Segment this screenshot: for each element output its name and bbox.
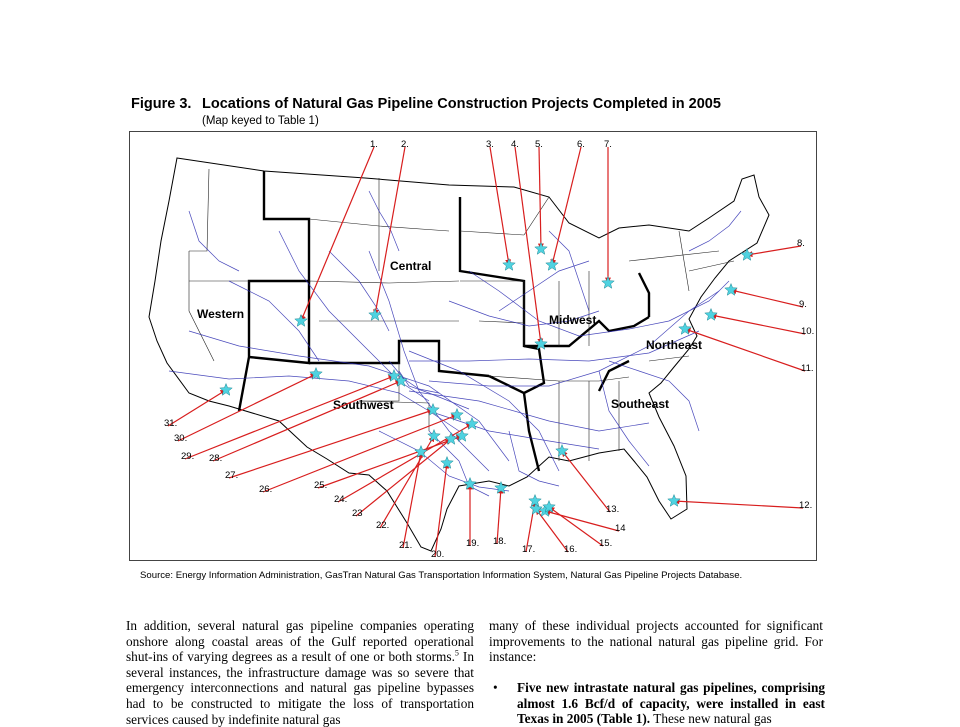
marker-label-13: 13. (606, 504, 620, 515)
marker-label-22: 22. (376, 520, 390, 531)
marker-label-6: 6. (577, 139, 585, 150)
marker-label-16: 16. (564, 544, 578, 555)
marker-arrow-10 (711, 315, 805, 334)
marker-label-15: 15. (599, 538, 613, 549)
marker-arrow-9 (731, 290, 803, 307)
marker-label-9: 9. (799, 299, 807, 310)
body-column-right (489, 618, 823, 665)
marker-label-27: 27. (225, 470, 239, 481)
marker-label-30: 30. (174, 433, 188, 444)
figure-title: Locations of Natural Gas Pipeline Construction Projects Completed in 2005 (202, 96, 721, 112)
figure-subtitle: (Map keyed to Table 1) (202, 115, 319, 127)
footnote-ref[interactable]: 5 (454, 648, 459, 658)
body-column-left (126, 618, 474, 727)
marker-label-2: 2. (401, 139, 409, 150)
figure-label: Figure 3. (131, 96, 192, 112)
marker-arrow-13 (562, 451, 610, 512)
marker-label-29: 29. (181, 451, 195, 462)
region-label-northeast: Northeast (646, 338, 703, 352)
marker-label-25: 25. (314, 480, 328, 491)
bullet-dot: • (493, 680, 498, 695)
marker-arrow-12 (674, 501, 803, 508)
us-pipeline-map (129, 131, 817, 561)
marker-label-10: 10. (801, 326, 815, 337)
marker-label-5: 5. (535, 139, 543, 150)
marker-label-24: 24. (334, 494, 348, 505)
region-label-southeast: Southeast (611, 397, 670, 411)
marker-label-20: 20. (431, 549, 445, 560)
paragraph-left-text: In addition, several natural gas pipeline companies operating onshore along coastal areas of the Gulf reported operational shut-ins of varying degrees as a result of one or both storms. (126, 618, 474, 665)
paragraph-left-text-2: In several instances, the infrastructure damage was so severe that emergency interconnections and natural gas pipeline bypasses had to be constructed to mitigate the loss of transportation services caused by indefinite natural gas (126, 649, 474, 727)
paragraph-left (126, 618, 474, 727)
marker-label-26: 26. (259, 484, 273, 495)
marker-label-21: 21. (399, 540, 413, 551)
marker-label-28: 28. (209, 453, 223, 464)
project-star-10[interactable] (705, 309, 717, 321)
figure-source: Source: Energy Information Administration, GasTran Natural Gas Transportation Information System, Natural Gas Pipeline Projects Database. (140, 570, 743, 581)
bullet-tail-text: These new natural gas (650, 711, 772, 727)
bullet-bold-text: Five new intrastate natural gas pipelines, comprising almost 1.6 Bcf/d of capacity, were installed in east Texas in 2005 (Table 1). (517, 680, 825, 727)
marker-arrow-11 (685, 329, 805, 371)
marker-arrow-8 (747, 246, 801, 255)
marker-label-14: 14 (615, 523, 626, 534)
region-label-midwest: Midwest (549, 313, 597, 327)
region-label-southwest: Southwest (333, 398, 394, 412)
marker-label-17: 17. (522, 544, 536, 555)
marker-label-18: 18. (493, 536, 507, 547)
marker-label-1: 1. (370, 139, 378, 150)
marker-label-31: 31. (164, 418, 178, 429)
marker-label-19: 19. (466, 538, 480, 549)
project-star-9[interactable] (725, 284, 737, 296)
marker-label-7: 7. (604, 139, 612, 150)
region-label-western: Western (197, 307, 245, 321)
marker-arrow-15 (549, 507, 603, 546)
marker-label-8: 8. (797, 238, 805, 249)
marker-label-23: 23 (352, 508, 363, 519)
marker-label-12: 12. (799, 500, 813, 511)
marker-label-11: 11. (801, 363, 814, 374)
marker-label-4: 4. (511, 139, 519, 150)
marker-label-3: 3. (486, 139, 494, 150)
paragraph-right: many of these individual projects accounted for significant improvements to the national natural gas pipeline grid. For instance: (489, 618, 823, 665)
region-label-central: Central (390, 259, 432, 273)
